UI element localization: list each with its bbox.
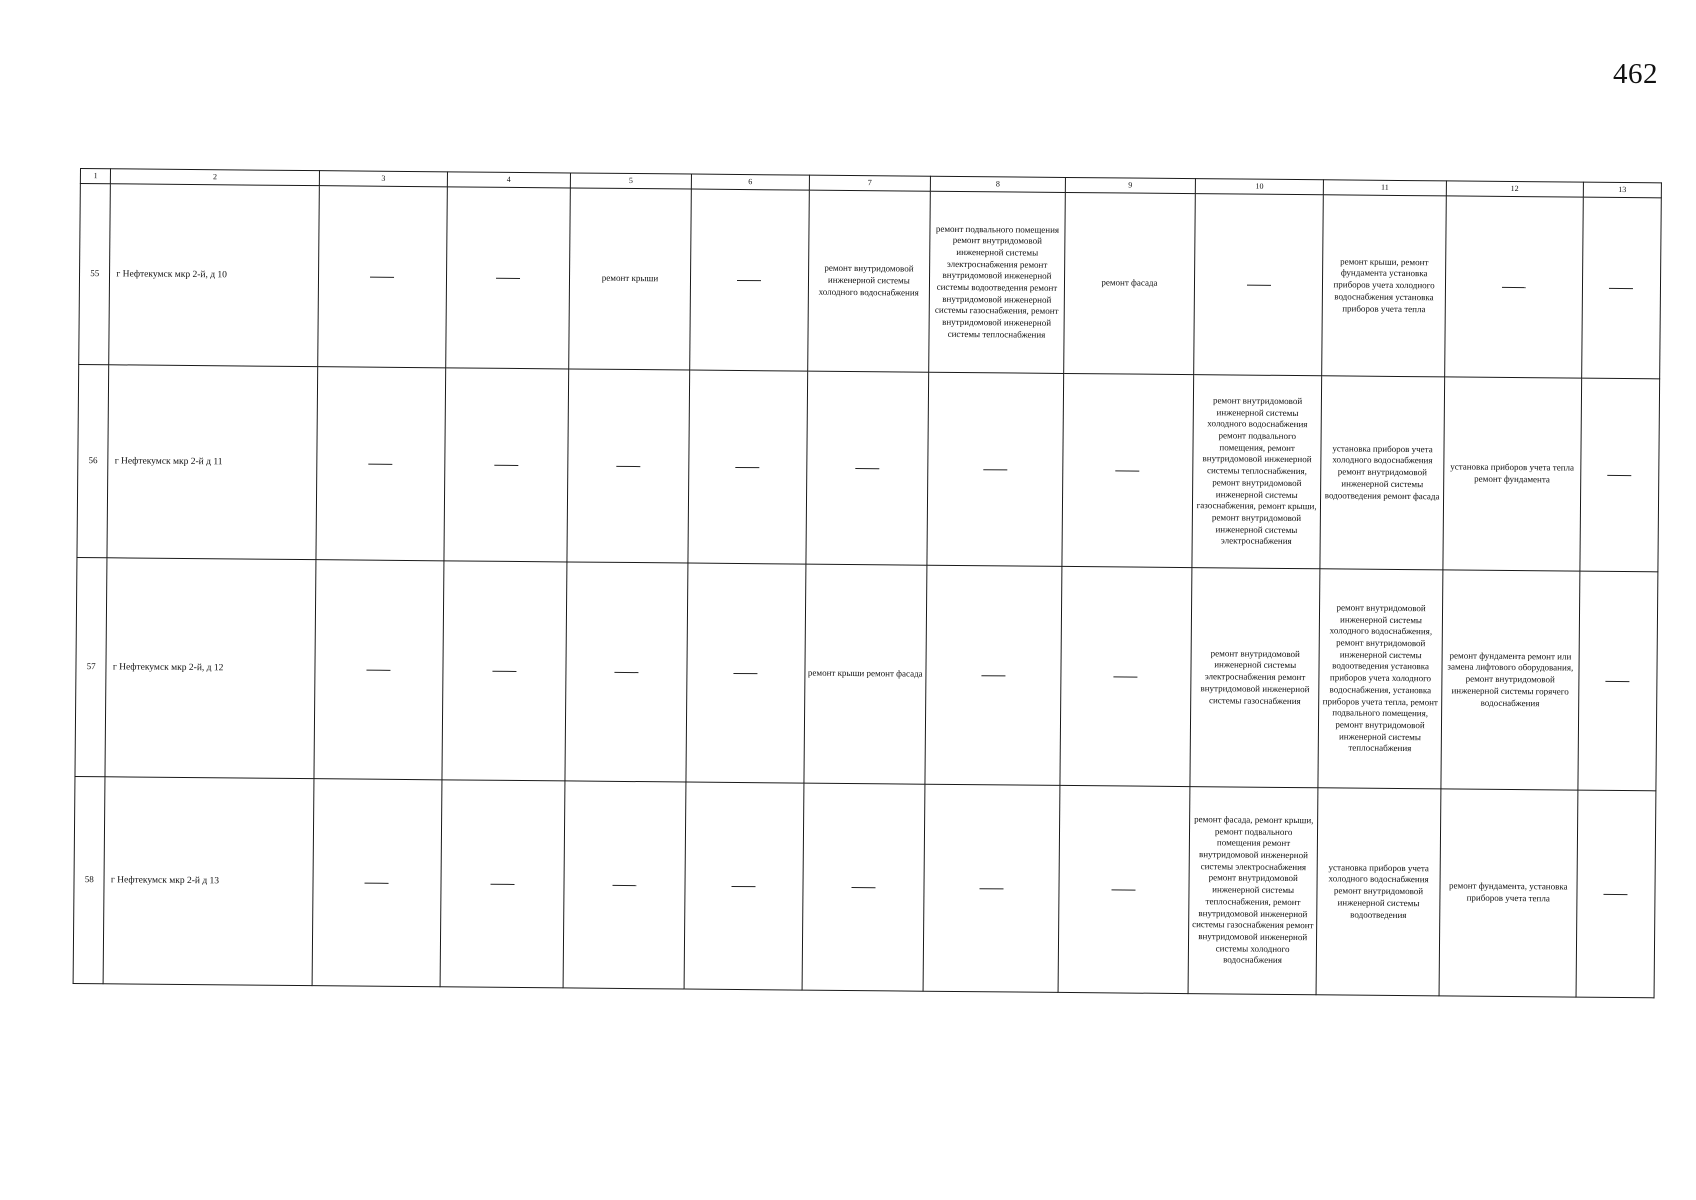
- column-header: 5: [570, 173, 692, 189]
- table-cell: [567, 369, 690, 563]
- page-number: 462: [1613, 58, 1658, 90]
- table-cell: установка приборов учета тепла ремонт фундамента: [1443, 377, 1582, 571]
- table-cell: ремонт внутридомовой инженерной системы электроснабжения ремонт внутридомовой инженерной системы газоснабжения: [1190, 568, 1320, 788]
- empty-dash: [1247, 284, 1271, 285]
- empty-dash: [851, 887, 875, 888]
- empty-dash: [370, 276, 394, 277]
- table-cell: ремонт фасада, ремонт крыши, ремонт подвального помещения ремонт внутридомовой инженерной системы электроснабжения ремонт внутридомовой инженерной системы теплоснабжения, ремонт внутридомовой инженерной системы газоснабжения ремонт внутридомовой инженерной системы холодного водоснабжения: [1188, 787, 1318, 995]
- table-cell: [686, 563, 805, 783]
- table-cell: [1576, 790, 1656, 998]
- table-cell: ремонт фундамента ремонт или замена лифтового оборудования, ремонт внутридомовой инженерной системы горячего водоснабжения: [1441, 570, 1580, 790]
- table-cell: [444, 368, 568, 562]
- table-cell: [1058, 785, 1190, 993]
- table-cell: [314, 560, 444, 780]
- table-cell: ремонт крыши ремонт фасада: [803, 564, 927, 784]
- empty-dash: [1609, 287, 1633, 288]
- table-cell: ремонт подвального помещения ремонт внутридомовой инженерной системы электроснабжения ремонт внутридомовой инженерной системы водоотведения ремонт внутридомовой инженерной системы газоснабжения, ремонт внутридомовой инженерной системы теплоснабжения: [929, 191, 1065, 373]
- table-cell: [1060, 566, 1192, 786]
- table-cell: [690, 189, 809, 371]
- empty-dash: [983, 469, 1007, 470]
- table-row: [75, 557, 1658, 790]
- table-cell: [1581, 197, 1661, 379]
- table-cell: установка приборов учета холодного водоснабжения ремонт внутридомовой инженерной системы водоотведения ремонт фасада: [1320, 376, 1444, 570]
- column-header: 2: [111, 169, 320, 186]
- address-cell: г Нефтекумск мкр 2-й д 13: [103, 777, 313, 986]
- column-header: 3: [319, 171, 447, 187]
- table-cell: [563, 781, 686, 989]
- empty-dash: [616, 465, 640, 466]
- repair-schedule-table-wrapper: [73, 168, 1662, 998]
- repair-schedule-table: [73, 168, 1662, 998]
- table-cell: [805, 371, 928, 565]
- table-cell: [316, 367, 446, 561]
- table-cell: [440, 780, 565, 988]
- table-cell: [442, 561, 567, 781]
- table-cell: [1445, 196, 1583, 378]
- column-header: 8: [930, 176, 1065, 192]
- empty-dash: [367, 669, 391, 670]
- empty-dash: [496, 277, 520, 278]
- column-header: 4: [447, 172, 570, 188]
- empty-dash: [1606, 680, 1630, 681]
- table-cell: [927, 372, 1063, 566]
- table-row: [77, 364, 1660, 571]
- table-row: [79, 184, 1662, 379]
- empty-dash: [732, 886, 756, 887]
- row-number: 55: [79, 184, 111, 365]
- empty-dash: [981, 675, 1005, 676]
- row-number: 57: [75, 557, 107, 776]
- table-cell: [1194, 194, 1324, 376]
- column-header: 1: [80, 169, 111, 184]
- empty-dash: [494, 464, 518, 465]
- column-header: 13: [1583, 182, 1661, 198]
- table-cell: ремонт внутридомовой инженерной системы холодного водоснабжения: [807, 190, 930, 372]
- column-header: 6: [692, 174, 809, 190]
- empty-dash: [1604, 893, 1628, 894]
- empty-dash: [737, 280, 761, 281]
- table-cell: [318, 186, 448, 368]
- table-cell: [1062, 373, 1194, 567]
- table-cell: [925, 565, 1062, 785]
- column-header: 9: [1065, 177, 1195, 193]
- column-header: 12: [1446, 181, 1583, 197]
- empty-dash: [1112, 889, 1136, 890]
- table-cell: [565, 562, 689, 782]
- empty-dash: [369, 463, 393, 464]
- table-cell: [802, 783, 925, 991]
- table-cell: [1578, 571, 1658, 791]
- empty-dash: [492, 670, 516, 671]
- empty-dash: [614, 671, 638, 672]
- table-cell: установка приборов учета холодного водоснабжения ремонт внутридомовой инженерной системы водоотведения: [1316, 788, 1441, 996]
- column-header: 11: [1324, 180, 1447, 196]
- table-cell: [312, 779, 442, 987]
- empty-dash: [1114, 676, 1138, 677]
- column-header: 10: [1195, 179, 1323, 195]
- empty-dash: [612, 884, 636, 885]
- address-cell: г Нефтекумск мкр 2-й, д 12: [105, 558, 315, 779]
- row-number: 56: [77, 364, 109, 557]
- table-cell: ремонт фасада: [1063, 192, 1195, 374]
- table-cell: ремонт фундамента, установка приборов учета тепла: [1439, 789, 1578, 997]
- empty-dash: [736, 467, 760, 468]
- column-header: 7: [809, 175, 931, 191]
- empty-dash: [979, 888, 1003, 889]
- table-cell: [688, 370, 807, 564]
- table-cell: ремонт крыши, ремонт фундамента установка приборов учета холодного водоснабжения установка приборов учета тепла: [1322, 195, 1446, 377]
- address-cell: г Нефтекумск мкр 2-й, д 10: [109, 184, 319, 367]
- table-cell: [923, 784, 1060, 992]
- empty-dash: [855, 468, 879, 469]
- table-cell: ремонт внутридомовой инженерной системы холодного водоснабжения ремонт подвального помещения, ремонт внутридомовой инженерной системы теплоснабжения, ремонт внутридомовой инженерной системы газоснабжения, ремонт крыши, ремонт внутридомовой инженерной системы электроснабжения: [1192, 375, 1322, 569]
- empty-dash: [1502, 287, 1526, 288]
- table-cell: [684, 782, 803, 990]
- table-row: [73, 776, 1656, 997]
- empty-dash: [734, 673, 758, 674]
- empty-dash: [1608, 474, 1632, 475]
- address-cell: г Нефтекумск мкр 2-й д 11: [107, 365, 317, 560]
- table-cell: [446, 187, 570, 369]
- table-cell: ремонт крыши: [568, 188, 691, 370]
- row-number: 58: [73, 776, 105, 983]
- table-cell: ремонт внутридомовой инженерной системы холодного водоснабжения, ремонт внутридомовой инженерной системы водоотведения установка приборов учета холодного водоснабжения, установка приборов учета тепла, ремонт подвального помещения, ремонт внутридомовой инженерной системы теплоснабжения: [1318, 569, 1443, 789]
- empty-dash: [1116, 470, 1140, 471]
- table-cell: [1580, 378, 1660, 572]
- empty-dash: [365, 882, 389, 883]
- empty-dash: [490, 883, 514, 884]
